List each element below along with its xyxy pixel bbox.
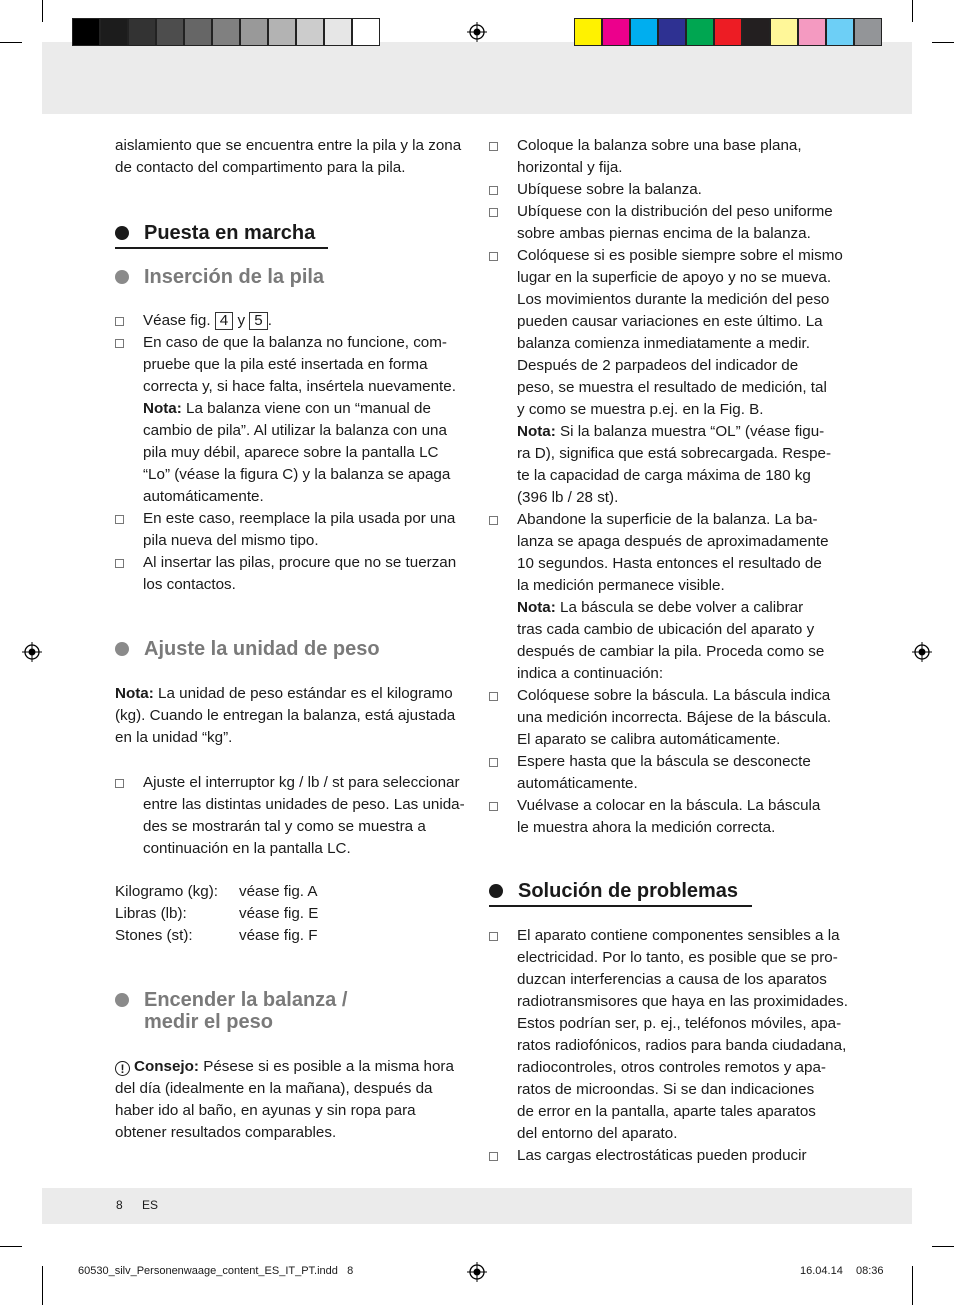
note-line: “Lo” (véase la figura C) y la balanza se apaga <box>143 466 451 483</box>
footer-band <box>42 1188 912 1224</box>
unit-figure: véase fig. A <box>239 883 318 900</box>
list-item-line: Al insertar las pilas, procure que no se tuerzan <box>143 554 457 571</box>
note-text: Si la balanza muestra “OL” (véase figu- <box>555 423 825 440</box>
checkbox-bullet-icon <box>489 208 498 217</box>
unit-label: Libras (lb): <box>115 905 187 922</box>
note-line <box>143 398 431 420</box>
list-item-line: Después de 2 parpadeos del indicador de <box>517 357 799 374</box>
list-item-line: Ubíquese sobre la balanza. <box>517 181 702 198</box>
checkbox-bullet-icon <box>489 692 498 701</box>
unit-label: Stones (st): <box>115 927 193 944</box>
note-text: La unidad de peso estándar es el kilogramo <box>153 685 453 702</box>
heading-underline <box>489 905 752 907</box>
list-item-line: horizontal y fija. <box>517 159 623 176</box>
note-line: cambio de pila”. Al utilizar la balanza con una <box>143 422 447 439</box>
tip-line <box>115 1056 454 1078</box>
grey-swatch <box>184 18 212 46</box>
tip-line: obtener resultados comparables. <box>115 1124 337 1141</box>
print-time: 08:36 <box>856 1265 884 1277</box>
color-swatch <box>658 18 686 46</box>
file-name: 60530_silv_Personenwaage_content_ES_IT_PT.indd 8 <box>78 1265 354 1277</box>
checkbox-bullet-icon <box>115 515 124 524</box>
grey-swatch <box>156 18 184 46</box>
note-line: (396 lb / 28 st). <box>517 489 619 506</box>
list-item-line: le muestra ahora la medición correcta. <box>517 819 776 836</box>
grey-swatch <box>72 18 100 46</box>
print-date: 16.04.14 <box>800 1265 843 1277</box>
list-item-line: la medición permanece visible. <box>517 577 725 594</box>
registration-mark-icon <box>467 22 487 42</box>
registration-mark-icon <box>912 642 932 662</box>
list-item-line: El aparato contiene componentes sensibles a la <box>517 927 840 944</box>
list-item-line: El aparato se calibra automáticamente. <box>517 731 781 748</box>
heading-bullet-icon <box>115 642 129 656</box>
list-item-line: Los movimientos durante la medición del peso <box>517 291 830 308</box>
list-item-line: Abandone la superficie de la balanza. La ba- <box>517 511 818 528</box>
heading-bullet-icon <box>115 270 129 284</box>
language-code: ES <box>142 1198 159 1212</box>
crop-mark <box>932 1246 954 1247</box>
color-swatch <box>574 18 602 46</box>
text-fragment: Véase fig. <box>143 312 211 329</box>
list-item-line: des se mostrarán tal y como se muestra a <box>143 818 426 835</box>
list-item-line: ratos radiofónicos, radios para banda ciudadana, <box>517 1037 847 1054</box>
text-fragment: y <box>237 312 246 329</box>
figure-reference: 5 <box>249 312 267 330</box>
list-item-line: ratos de microondas. Si se dan indicaciones <box>517 1081 815 1098</box>
checkbox-bullet-icon <box>489 252 498 261</box>
grey-swatch <box>128 18 156 46</box>
checkbox-bullet-icon <box>115 317 124 326</box>
list-item-line: Las cargas electrostáticas pueden producir <box>517 1147 807 1164</box>
color-swatch <box>854 18 882 46</box>
grey-swatch <box>268 18 296 46</box>
note-line: después de cambiar la pila. Proceda como se <box>517 643 825 660</box>
note-line: ra D), significa que está sobrecargada. Respe- <box>517 445 832 462</box>
list-item-line: pruebe que la pila esté insertada en forma <box>143 356 428 373</box>
heading-text: Puesta en marcha <box>144 222 316 244</box>
list-item-line: automáticamente. <box>517 775 638 792</box>
heading-underline <box>115 247 328 249</box>
list-item-line: Colóquese sobre la báscula. La báscula indica <box>517 687 831 704</box>
list-item-line: En caso de que la balanza no funcione, com- <box>143 334 447 351</box>
checkbox-bullet-icon <box>489 802 498 811</box>
note-label: Nota: <box>517 599 556 616</box>
color-swatch <box>686 18 714 46</box>
grey-swatch <box>296 18 324 46</box>
list-item-line: y como se muestra p.ej. en la Fig. B. <box>517 401 764 418</box>
registration-mark-icon <box>22 642 42 662</box>
list-item-line: Vuélvase a colocar en la báscula. La báscula <box>517 797 821 814</box>
color-swatch <box>602 18 630 46</box>
note-line <box>517 421 824 443</box>
checkbox-bullet-icon <box>115 559 124 568</box>
list-item-line: entre las distintas unidades de peso. Las unida- <box>143 796 465 813</box>
list-item-line: balanza comienza inmediatamente a medir. <box>517 335 810 352</box>
heading-text: Solución de problemas <box>518 880 739 902</box>
color-swatch <box>798 18 826 46</box>
note-line: automáticamente. <box>143 488 264 505</box>
exclamation-icon: ! <box>115 1061 130 1076</box>
heading-text: Encender la balanza / <box>144 989 348 1011</box>
heading-text: medir el peso <box>144 1011 273 1033</box>
checkbox-bullet-icon <box>489 758 498 767</box>
checkbox-bullet-icon <box>489 186 498 195</box>
list-item-line: una medición incorrecta. Bájese de la báscula. <box>517 709 832 726</box>
crop-mark <box>0 1246 22 1247</box>
color-swatch <box>630 18 658 46</box>
grey-swatch <box>324 18 352 46</box>
figure-reference: 4 <box>215 312 233 330</box>
see-figure-line <box>143 310 272 332</box>
page-number: 8 <box>116 1198 123 1212</box>
color-swatch <box>742 18 770 46</box>
note-text: La báscula se debe volver a calibrar <box>555 599 804 616</box>
list-item-line: pueden causar variaciones en este último. La <box>517 313 823 330</box>
note-label: Nota: <box>115 685 154 702</box>
list-item-line: Ubíquese con la distribución del peso uniforme <box>517 203 833 220</box>
note-line <box>517 597 803 619</box>
grey-swatch <box>100 18 128 46</box>
color-swatch <box>826 18 854 46</box>
checkbox-bullet-icon <box>115 779 124 788</box>
intro-line: aislamiento que se encuentra entre la pila y la zona <box>115 137 462 154</box>
list-item-line: Espere hasta que la báscula se desconecte <box>517 753 811 770</box>
checkbox-bullet-icon <box>489 1152 498 1161</box>
color-swatch <box>770 18 798 46</box>
heading-bullet-icon <box>115 226 129 240</box>
note-line <box>115 683 453 705</box>
unit-figure: véase fig. F <box>239 927 318 944</box>
list-item-line: continuación en la pantalla LC. <box>143 840 351 857</box>
tip-text: Pésese si es posible a la misma hora <box>198 1058 454 1075</box>
list-item-line: del entorno del aparato. <box>517 1125 678 1142</box>
note-label: Nota: <box>143 400 182 417</box>
list-item-line: de error en la pantalla, aparte tales aparatos <box>517 1103 816 1120</box>
list-item-line: Ajuste el interruptor kg / lb / st para seleccionar <box>143 774 460 791</box>
checkbox-bullet-icon <box>489 142 498 151</box>
note-line: (kg). Cuando le entregan la balanza, está ajustada <box>115 707 456 724</box>
list-item-line: En este caso, reemplace la pila usada por una <box>143 510 456 527</box>
list-item-line: 10 segundos. Hasta entonces el resultado de <box>517 555 822 572</box>
crop-mark <box>42 1266 43 1305</box>
heading-text: Inserción de la pila <box>144 266 325 288</box>
grey-swatch <box>240 18 268 46</box>
list-item-line: peso, se muestra el resultado de medición, tal <box>517 379 827 396</box>
grey-swatch <box>212 18 240 46</box>
list-item-line: radiocontroles, otros controles remotos y apa- <box>517 1059 826 1076</box>
list-item-line: electricidad. Por lo tanto, es posible que se pro- <box>517 949 838 966</box>
crop-mark <box>0 42 22 43</box>
list-item-line: duzcan interferencias a causa de los aparatos <box>517 971 827 988</box>
unit-figure: véase fig. E <box>239 905 319 922</box>
list-item-line: sobre ambas piernas encima de la balanza. <box>517 225 811 242</box>
tip-line: del día (idealmente en la mañana), después da <box>115 1080 433 1097</box>
note-line: pila muy débil, aparece sobre la pantalla LC <box>143 444 439 461</box>
note-text: La balanza viene con un “manual de <box>181 400 431 417</box>
checkbox-bullet-icon <box>489 932 498 941</box>
list-item-line: los contactos. <box>143 576 236 593</box>
checkbox-bullet-icon <box>115 339 124 348</box>
crop-mark <box>912 0 913 22</box>
list-item-line: correcta y, si hace falta, insértela nuevamente. <box>143 378 456 395</box>
heading-bullet-icon <box>489 884 503 898</box>
list-item-line: Colóquese si es posible siempre sobre el mismo <box>517 247 843 264</box>
note-label: Nota: <box>517 423 556 440</box>
grey-swatch <box>352 18 380 46</box>
note-line: indica a continuación: <box>517 665 664 682</box>
heading-text: Ajuste la unidad de peso <box>144 638 380 660</box>
list-item-line: radiotransmisores que haya en las proximidades. <box>517 993 848 1010</box>
checkbox-bullet-icon <box>489 516 498 525</box>
text-fragment: . <box>267 312 272 329</box>
list-item-line: Estos podrían ser, p. ej., teléfonos móviles, apa- <box>517 1015 842 1032</box>
note-line: tras cada cambio de ubicación del aparato y <box>517 621 815 638</box>
tip-label: Consejo: <box>134 1058 199 1075</box>
list-item-line: lugar en la superficie de apoyo y no se mueva. <box>517 269 832 286</box>
list-item-line: lanza se apaga después de aproximadamente <box>517 533 829 550</box>
crop-mark <box>932 42 954 43</box>
note-line: te la capacidad de carga máxima de 180 kg <box>517 467 811 484</box>
intro-line: de contacto del compartimento para la pila. <box>115 159 406 176</box>
note-line: en la unidad “kg”. <box>115 729 233 746</box>
tip-line: haber ido al baño, en ayunas y sin ropa para <box>115 1102 416 1119</box>
header-band <box>42 42 912 114</box>
list-item-line: pila nueva del mismo tipo. <box>143 532 319 549</box>
color-swatch <box>714 18 742 46</box>
unit-label: Kilogramo (kg): <box>115 883 218 900</box>
list-item-line: Coloque la balanza sobre una base plana, <box>517 137 802 154</box>
registration-mark-icon <box>467 1262 487 1282</box>
heading-bullet-icon <box>115 993 129 1007</box>
crop-mark <box>912 1266 913 1305</box>
crop-mark <box>42 0 43 22</box>
